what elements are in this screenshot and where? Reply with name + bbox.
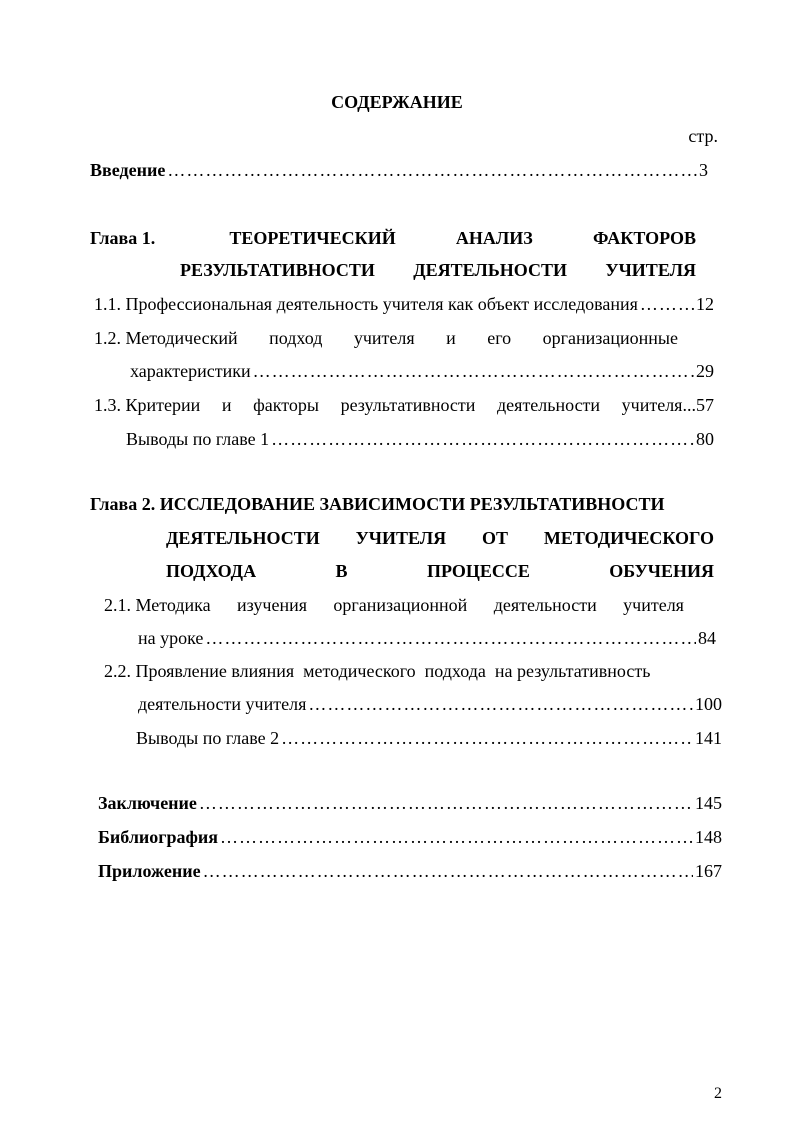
- toc-word: факторы: [253, 395, 319, 415]
- toc-word: подход: [269, 328, 323, 348]
- chapter2-heading-text: Глава 2. ИССЛЕДОВАНИЕ ЗАВИСИМОСТИ РЕЗУЛЬТАТИВНОСТИ: [90, 494, 665, 514]
- toc-leader-dots: [220, 825, 693, 849]
- chapter1-prefix: Глава 1.: [90, 228, 156, 248]
- chapter2-word: МЕТОДИЧЕСКОГО: [543, 528, 714, 548]
- chapter2-heading-line1: [90, 492, 714, 516]
- chapter2-word: ПРОЦЕССЕ: [426, 561, 530, 581]
- toc-entry-page: 12: [696, 294, 714, 314]
- toc-entry-conclusion[interactable]: [98, 791, 722, 815]
- toc-entry-2-2-line1[interactable]: [104, 659, 696, 683]
- toc-entry-label: на уроке: [138, 628, 204, 648]
- toc-entry-bibliography[interactable]: [98, 825, 722, 849]
- chapter2-word: ОБУЧЕНИЯ: [609, 561, 714, 581]
- toc-entry-label: Библиография: [98, 827, 219, 847]
- chapter1-heading-line2: [180, 258, 696, 282]
- toc-entry-1-3[interactable]: [94, 393, 714, 417]
- chapter1-word: УЧИТЕЛЯ: [605, 260, 696, 280]
- toc-word: учителя: [353, 328, 415, 348]
- chapter2-word: В: [335, 561, 348, 581]
- chapter1-word: ДЕЯТЕЛЬНОСТИ: [413, 260, 567, 280]
- toc-entry-page: 3: [699, 160, 708, 180]
- toc-leader-dots: [308, 692, 693, 716]
- toc-word: и: [221, 395, 232, 415]
- page-title: СОДЕРЖАНИЕ: [331, 92, 463, 112]
- toc-entry-page: 29: [696, 361, 714, 381]
- toc-entry-label: Приложение: [98, 861, 201, 881]
- chapter1-word: ФАКТОРОВ: [592, 228, 696, 248]
- toc-entry-page: 167: [695, 861, 722, 881]
- toc-entry-label: Заключение: [98, 793, 197, 813]
- chapter1-heading-line1: [90, 226, 696, 250]
- toc-entry-1-1[interactable]: [94, 292, 714, 316]
- toc-leader-dots: [281, 726, 693, 750]
- toc-word: деятельности: [497, 395, 601, 415]
- toc-entry-2-2-line2[interactable]: [138, 692, 722, 716]
- toc-leader-dots: [199, 791, 693, 815]
- toc-entry-label: деятельности учителя: [138, 694, 307, 714]
- toc-leader-dots: [271, 427, 694, 451]
- toc-entry-label: 2.2. Проявление влияния методического подхода на результативность: [104, 661, 651, 681]
- toc-entry-page: 100: [695, 694, 722, 714]
- toc-entry-1-2-line2[interactable]: [130, 359, 714, 383]
- chapter2-heading-line3: [166, 559, 714, 583]
- toc-leader-dots: [253, 359, 694, 383]
- toc-leader-dots: [640, 292, 694, 316]
- toc-entry-page: 84: [698, 628, 716, 648]
- toc-word: организационные: [542, 328, 678, 348]
- toc-leader-dots: [205, 626, 696, 650]
- toc-entry-chapter2-conclusions[interactable]: [136, 726, 722, 750]
- toc-word: изучения: [237, 595, 307, 615]
- chapter1-word: ТЕОРЕТИЧЕСКИЙ: [229, 228, 396, 248]
- toc-word: организационной: [333, 595, 468, 615]
- toc-entry-page: 148: [695, 827, 722, 847]
- toc-word: 2.1. Методика: [104, 595, 211, 615]
- chapter2-heading-line2: [166, 526, 714, 550]
- toc-entry-page: 141: [695, 728, 722, 748]
- toc-word: учителя: [623, 595, 684, 615]
- toc-word: его: [487, 328, 512, 348]
- toc-leader-dots: [167, 158, 697, 182]
- toc-entry-label: Выводы по главе 2: [136, 728, 280, 748]
- toc-entry-page: 80: [696, 429, 714, 449]
- toc-word: и: [446, 328, 456, 348]
- toc-entry-label: 1.1. Профессиональная деятельность учителя как объект исследования: [94, 294, 638, 314]
- page-number: 2: [714, 1085, 722, 1102]
- toc-entry-chapter1-conclusions[interactable]: [126, 427, 714, 451]
- toc-word: результативности: [340, 395, 476, 415]
- chapter1-word: РЕЗУЛЬТАТИВНОСТИ: [180, 260, 375, 280]
- toc-leader-dots: [203, 859, 693, 883]
- toc-entry-label: Выводы по главе 1: [126, 429, 270, 449]
- chapter2-word: ПОДХОДА: [166, 561, 257, 581]
- toc-word: 1.2. Методический: [94, 328, 238, 348]
- toc-word: 1.3. Критерии: [94, 395, 201, 415]
- toc-entry-label: характеристики: [130, 361, 251, 381]
- chapter2-word: ОТ: [482, 528, 509, 548]
- toc-entry-2-1-line2[interactable]: [138, 626, 716, 650]
- toc-word: деятельности: [493, 595, 597, 615]
- page-column-label: стр.: [688, 126, 718, 146]
- chapter2-word: ДЕЯТЕЛЬНОСТИ: [166, 528, 320, 548]
- toc-word: учителя...57: [621, 395, 714, 415]
- chapter2-word: УЧИТЕЛЯ: [355, 528, 447, 548]
- toc-entry-appendix[interactable]: [98, 859, 722, 883]
- toc-entry-label: Введение: [90, 160, 166, 180]
- toc-entry-page: 145: [695, 793, 722, 813]
- toc-entry-1-2-line1[interactable]: [94, 326, 678, 350]
- toc-entry-intro[interactable]: [90, 158, 708, 182]
- toc-entry-2-1-line1[interactable]: [104, 593, 684, 617]
- chapter1-word: АНАЛИЗ: [455, 228, 533, 248]
